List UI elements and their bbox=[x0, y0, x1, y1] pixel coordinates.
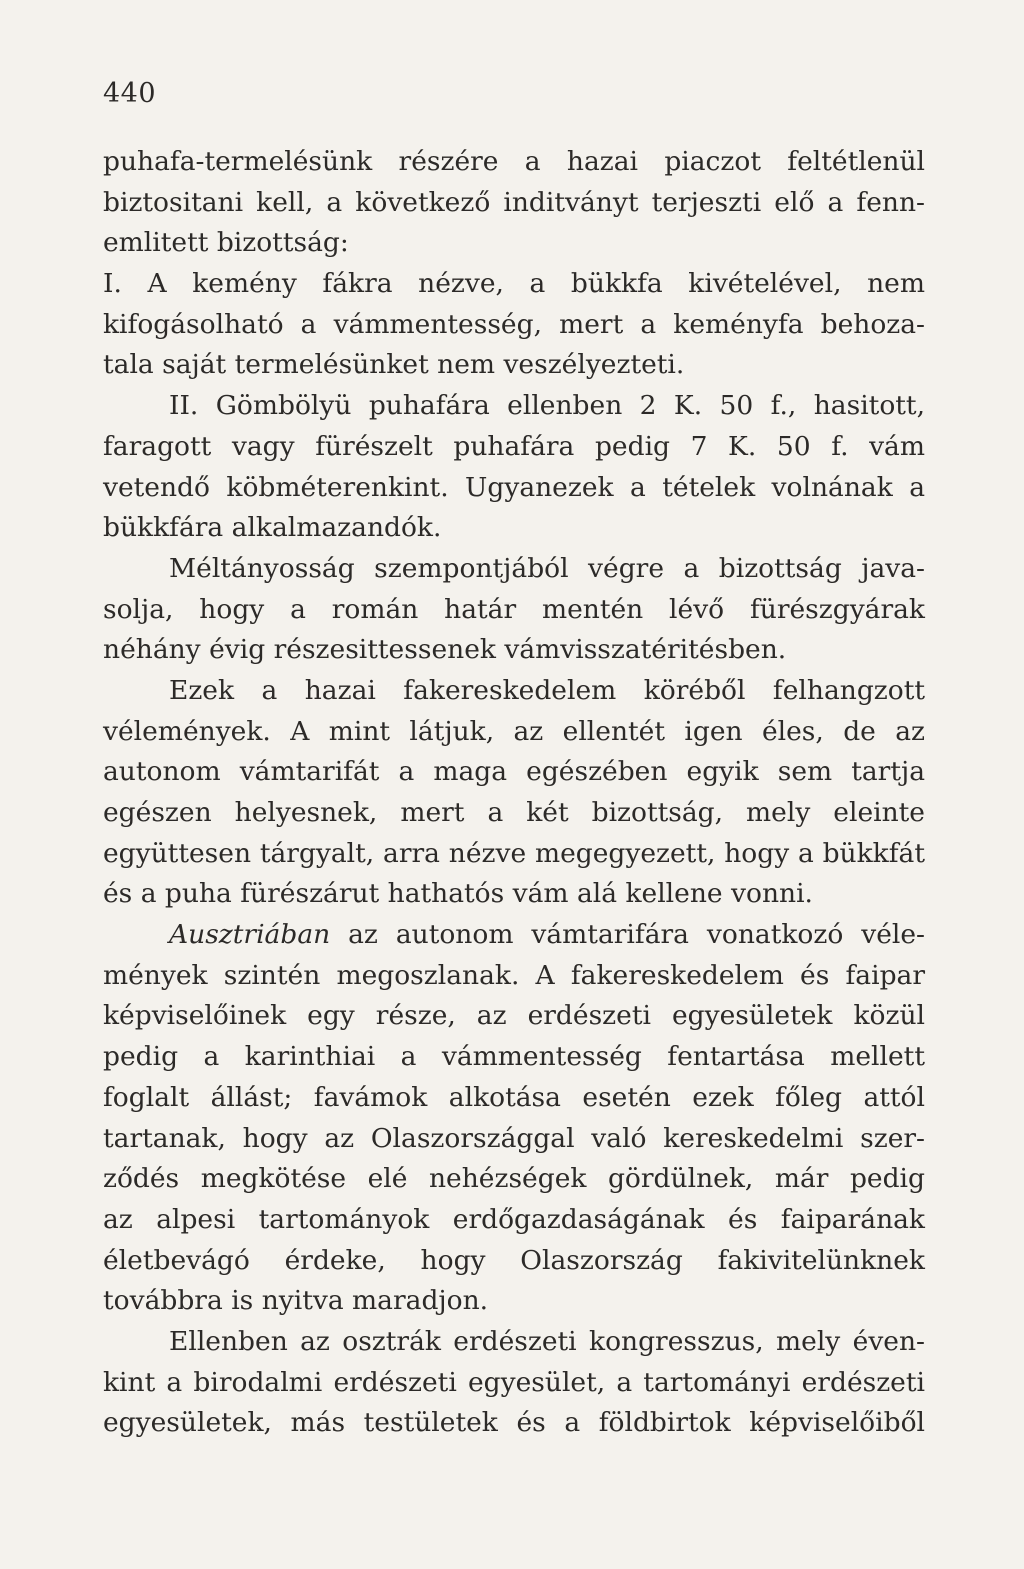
text-line: kint a birodalmi erdészeti egyesület, a tartományi erdészeti bbox=[103, 1366, 925, 1398]
paragraph bbox=[103, 142, 925, 264]
text-line: biztositani kell, a következő inditványt terjeszti elő a fenn- bbox=[103, 186, 925, 218]
text-line: néhány évig részesittessenek vámvisszatéritésben. bbox=[103, 634, 787, 666]
text-line bbox=[103, 915, 925, 956]
text-line: Ellenben az osztrák erdészeti kongresszus, mely éven- bbox=[169, 1325, 925, 1357]
text-line: faragott vagy fürészelt puhafára pedig 7 K. 50 f. vám bbox=[103, 430, 925, 462]
text-line: vélemények. A mint látjuk, az ellentét igen éles, de az bbox=[103, 715, 925, 747]
text-line: együttesen tárgyalt, arra nézve megegyezett, hogy a bükkfát bbox=[103, 837, 925, 869]
italic-country-name: Ausztriában bbox=[169, 919, 331, 951]
text-line: egészen helyesnek, mert a két bizottság, mely eleinte bbox=[103, 797, 925, 828]
paragraph bbox=[103, 1322, 925, 1444]
paragraph bbox=[103, 549, 925, 671]
text-line: puhafa-termelésünk részére a hazai piaczot feltétlenül bbox=[103, 146, 925, 177]
text-line: kifogásolható a vámmentesség, mert a keményfa behoza- bbox=[103, 308, 925, 340]
text-line: I. A kemény fákra nézve, a bükkfa kivételével, nem bbox=[103, 268, 925, 300]
text-run: az autonom vámtarifára vonatkozó véle- bbox=[330, 919, 925, 951]
paragraph bbox=[103, 671, 925, 915]
text-line: pedig a karinthiai a vámmentesség fentartása mellett bbox=[103, 1041, 925, 1073]
text-line: ződés megkötése elé nehézségek gördülnek, már pedig bbox=[103, 1163, 925, 1195]
paragraph bbox=[103, 264, 925, 386]
body-text bbox=[103, 142, 925, 1444]
text-line: emlitett bizottság: bbox=[103, 227, 349, 259]
text-line: foglalt állást; favámok alkotása esetén ezek főleg attól bbox=[103, 1081, 925, 1113]
paragraph bbox=[103, 386, 925, 549]
text-line: továbbra is nyitva maradjon. bbox=[103, 1285, 489, 1317]
paragraph bbox=[103, 915, 925, 1322]
text-line: Ezek a hazai fakereskedelem köréből felhangzott bbox=[169, 674, 925, 706]
text-line: solja, hogy a román határ mentén lévő fürészgyárak bbox=[103, 593, 925, 625]
text-line: képviselőinek egy része, az erdészeti egyesületek közül bbox=[103, 1000, 925, 1032]
page-number: 440 bbox=[103, 78, 157, 109]
text-line: mények szintén megoszlanak. A fakereskedelem és faipar bbox=[103, 959, 925, 991]
text-line: Méltányosság szempontjából végre a bizottság java- bbox=[169, 552, 925, 584]
text-line: bükkfára alkalmazandók. bbox=[103, 512, 442, 544]
text-line: vetendő köbméterenkint. Ugyanezek a tételek volnának a bbox=[103, 471, 925, 503]
text-line: életbevágó érdeke, hogy Olaszország fakivitelünknek bbox=[103, 1244, 925, 1276]
text-line: autonom vámtarifát a maga egészében egyik sem tartja bbox=[103, 756, 925, 788]
text-line: és a puha fürészárut hathatós vám alá kellene vonni. bbox=[103, 878, 813, 910]
text-line: tala saját termelésünket nem veszélyezteti. bbox=[103, 349, 685, 381]
text-line: az alpesi tartományok erdőgazdaságának és faiparának bbox=[103, 1203, 925, 1235]
text-line: tartanak, hogy az Olaszországgal való kereskedelmi szer- bbox=[103, 1122, 925, 1154]
text-line: egyesületek, más testületek és a földbirtok képviselőiből bbox=[103, 1407, 925, 1439]
text-line: II. Gömbölyü puhafára ellenben 2 K. 50 f., hasitott, bbox=[169, 390, 925, 422]
